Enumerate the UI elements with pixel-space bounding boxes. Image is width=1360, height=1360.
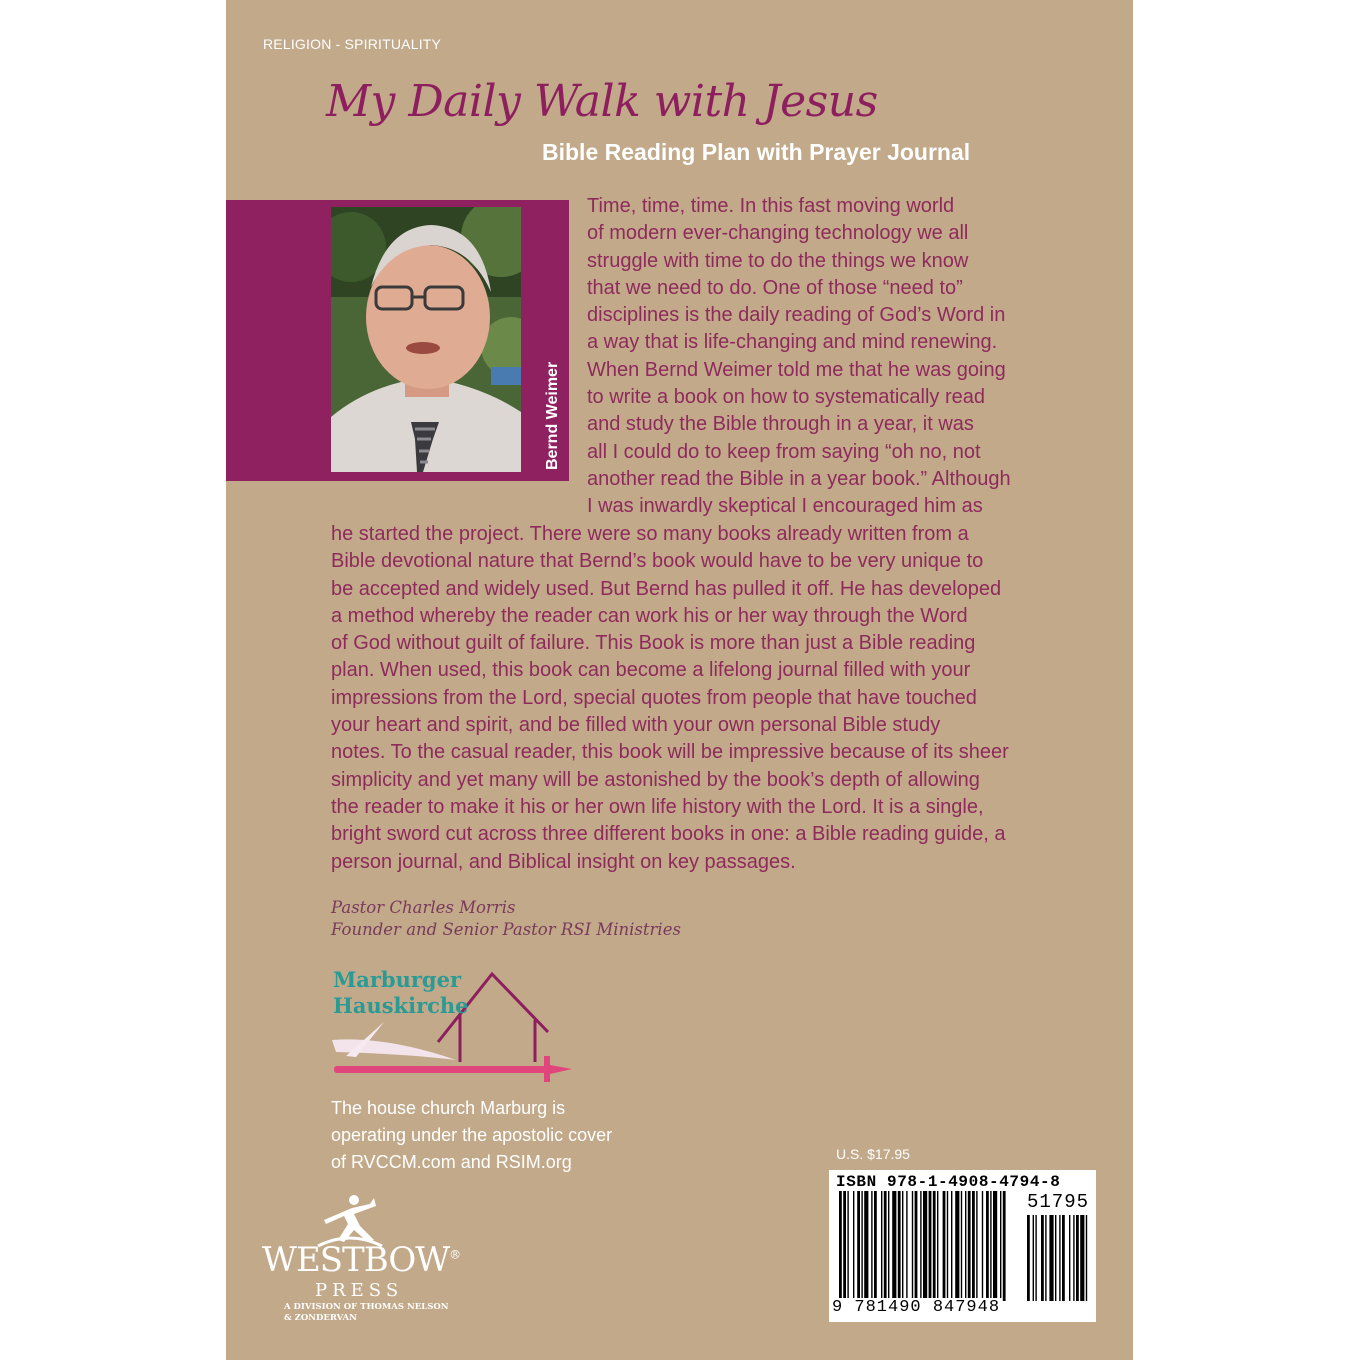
text-line: person journal, and Biblical insight on key passages. [331,850,796,873]
text-line: plan. When used, this book can become a lifelong journal filled with your [331,659,971,682]
barcode-addon-number: 51795 [1027,1191,1090,1213]
church-note [331,1095,612,1176]
category-label: RELIGION - SPIRITUALITY [263,36,442,52]
text-line: operating under the apostolic cover [331,1125,613,1145]
endorsement-text-top [587,193,1011,521]
author-portrait-image [331,207,521,472]
book-title: My Daily Walk with Jesus [326,76,878,127]
barcode-box [829,1170,1096,1322]
text-line: he started the project. There were so many books already written from a [331,523,969,545]
isbn-text: ISBN 978-1-4908-4794-8 [836,1173,1061,1191]
text-line: Time, time, time. In this fast moving world [587,195,955,217]
text-line: notes. To the casual reader, this book will be impressive because of its sheer [331,741,1009,764]
signature-title: Founder and Senior Pastor RSI Ministries [331,920,681,939]
price-label: U.S. $17.95 [836,1146,910,1162]
text-line: simplicity and yet many will be astonished by the book’s depth of allowing [331,768,980,791]
publisher-division: A DIVISION OF THOMAS NELSON & ZONDERVAN [284,1302,449,1323]
publisher-name: WESTBOW® [262,1240,461,1280]
book-back-cover [226,0,1133,1360]
text-line: impressions from the Lord, special quotes from people that have touched [331,686,977,709]
text-line: to write a book on how to systematically read [587,386,985,409]
text-line: your heart and spirit, and be filled with your own personal Bible study [331,714,941,737]
text-line: disciplines is the daily reading of God’s Word in [587,304,1006,327]
text-line: of God without guilt of failure. This Book is more than just a Bible reading [331,632,976,655]
text-line: Bible devotional nature that Bernd’s book would have to be very unique to [331,550,984,573]
logo-text-marburger: Marburger [333,967,462,992]
text-line: When Bernd Weimer told me that he was going [587,358,1006,381]
text-line: all I could do to keep from saying “oh no, not [587,440,981,463]
book-subtitle: Bible Reading Plan with Prayer Journal [542,139,971,165]
text-line: The house church Marburg is [331,1098,566,1118]
logo-text-hauskirche: Hauskirche [333,993,469,1018]
publisher-press: PRESS [315,1280,404,1301]
author-photo [331,207,521,472]
endorsement-text-bottom [331,521,1009,876]
text-line: that we need to do. One of those “need to” [587,276,963,299]
ean-number: 9 781490 847948 [832,1298,1001,1317]
text-line: another read the Bible in a year book.” Although [587,467,1011,490]
text-line: the reader to make it his or her own life history with the Lord. It is a single, [331,795,984,818]
signature-name: Pastor Charles Morris [331,898,516,917]
text-line: struggle with time to do the things we know [587,249,969,272]
text-line: be accepted and widely used. But Bernd has pulled it off. He has developed [331,577,1002,600]
text-line: a way that is life-changing and mind renewing. [587,331,998,354]
text-line: of RVCCM.com and RSIM.org [331,1152,572,1172]
text-line: I was inwardly skeptical I encouraged him as [587,495,983,518]
text-line: bright sword cut across three different books in one: a Bible reading guide, a [331,823,1006,846]
text-line: of modern ever-changing technology we all [587,222,969,245]
text-line: and study the Bible through in a year, it was [587,413,974,436]
author-name: Bernd Weimer [544,361,561,470]
text-line: a method whereby the reader can work his or her way through the Word [331,604,968,627]
